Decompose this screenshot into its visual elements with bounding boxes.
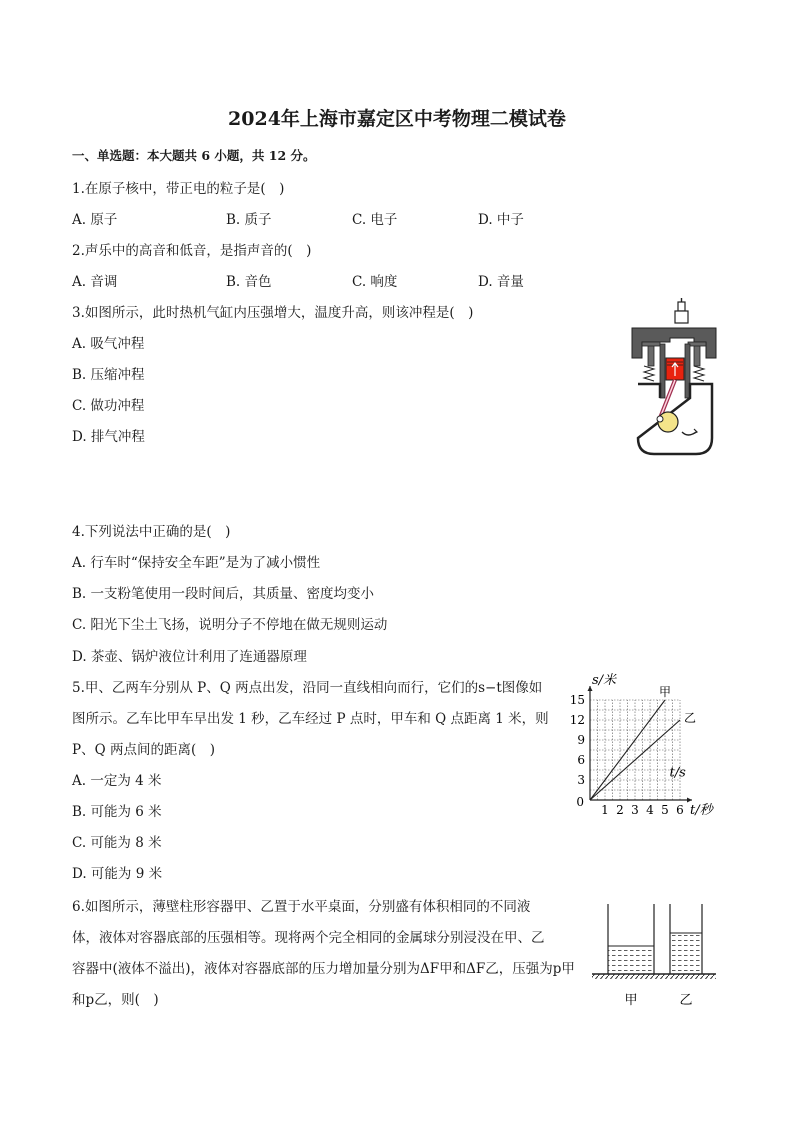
- four-stroke-engine-cylinder-icon: [624, 298, 724, 458]
- page-title: 2024年上海市嘉定区中考物理二模试卷: [228, 108, 566, 130]
- question-5-stem-line-3: P、Q 两点间的距离( ): [72, 742, 215, 758]
- q3-option-b[interactable]: B. 压缩冲程: [72, 367, 145, 383]
- container-label-yi: 乙: [679, 993, 693, 1008]
- q2-option-c[interactable]: C. 响度: [352, 274, 398, 290]
- question-4-stem: 4.下列说法中正确的是( ): [72, 524, 231, 540]
- liquid-yi: [670, 933, 702, 974]
- question-6-stem-line-3: 容器中(液体不溢出)，液体对容器底部的压力增加量分别为ΔF甲和ΔF乙，压强为p甲: [72, 961, 575, 977]
- x-axis-arrow: [687, 798, 692, 803]
- q5-option-a[interactable]: A. 一定为 4 米: [72, 773, 162, 789]
- liquid-jia: [608, 946, 654, 974]
- q1-option-d[interactable]: D. 中子: [478, 212, 524, 228]
- y-tick-label: 9: [577, 733, 585, 747]
- x-tick-label: 2: [616, 803, 624, 817]
- y-tick-label: 15: [569, 693, 585, 707]
- q5-option-d[interactable]: D. 可能为 9 米: [72, 866, 163, 882]
- y-tick-label: 6: [577, 753, 585, 767]
- q4-option-d[interactable]: D. 茶壶、锅炉液位计利用了连通器原理: [72, 649, 307, 665]
- q2-option-a[interactable]: A. 音调: [72, 274, 118, 290]
- x-tick-label: 1: [601, 803, 609, 817]
- q3-option-a[interactable]: A. 吸气冲程: [72, 336, 145, 352]
- y-axis-label: s/米: [592, 673, 617, 688]
- question-5-stem-line-1: 5.甲、乙两车分别从 P、Q 两点出发，沿同一直线相向而行，它们的s−t图像如: [72, 680, 543, 696]
- q3-option-d[interactable]: D. 排气冲程: [72, 429, 145, 445]
- container-label-jia: 甲: [624, 993, 638, 1008]
- q1-option-c[interactable]: C. 电子: [352, 212, 398, 228]
- y-tick-label: 12: [569, 713, 585, 727]
- q5-option-c[interactable]: C. 可能为 8 米: [72, 835, 162, 851]
- x-tick-label: 4: [646, 803, 654, 817]
- series-label-yi: 乙: [684, 711, 697, 725]
- x-tick-label: 6: [676, 803, 684, 817]
- q5-option-b[interactable]: B. 可能为 6 米: [72, 804, 162, 820]
- x-axis-label: t/秒: [690, 803, 713, 818]
- q4-option-c[interactable]: C. 阳光下尘土飞扬，说明分子不停地在做无规则运动: [72, 617, 388, 633]
- two-containers-figure: [588, 898, 720, 1010]
- x-tick-label: 5: [661, 803, 669, 817]
- q1-option-a[interactable]: A. 原子: [72, 212, 118, 228]
- x-tick-label: 3: [631, 803, 639, 817]
- q4-option-a[interactable]: A. 行车时“保持安全车距”是为了减小惯性: [72, 555, 321, 571]
- question-6-stem-line-1: 6.如图所示，薄壁柱形容器甲、乙置于水平桌面，分别盛有体积相同的不同液: [72, 899, 531, 915]
- question-6-stem-line-2: 体，液体对容器底部的压强相等。现将两个完全相同的金属球分别浸没在甲、乙: [72, 930, 545, 946]
- y-tick-label: 3: [577, 773, 585, 787]
- section-heading: 一、单选题：本大题共 6 小题，共 12 分。: [72, 148, 316, 163]
- q1-option-b[interactable]: B. 质子: [226, 212, 272, 228]
- q4-option-b[interactable]: B. 一支粉笔使用一段时间后，其质量、密度均变小: [72, 586, 375, 602]
- question-5-stem-line-2: 图所示。乙车比甲车早出发 1 秒，乙车经过 P 点时，甲车和 Q 点距离 1 米，则: [72, 711, 549, 727]
- s-t-graph: [560, 670, 730, 820]
- question-2-stem: 2.声乐中的高音和低音，是指声音的( ): [72, 243, 312, 259]
- question-6-stem-line-4: 和p乙，则( ): [72, 992, 159, 1008]
- question-1-stem: 1.在原子核中，带正电的粒子是( ): [72, 181, 285, 197]
- q2-option-b[interactable]: B. 音色: [226, 274, 272, 290]
- question-3-stem: 3.如图所示，此时热机气缸内压强增大，温度升高，则该冲程是( ): [72, 305, 474, 321]
- q3-option-c[interactable]: C. 做功冲程: [72, 398, 145, 414]
- q2-option-d[interactable]: D. 音量: [478, 274, 524, 290]
- series-label-jia: 甲: [659, 685, 672, 699]
- origin-label: 0: [576, 795, 584, 809]
- extra-axis-label: t/s: [669, 765, 686, 781]
- chart-axes: [588, 686, 693, 803]
- chart-grid: [590, 700, 680, 800]
